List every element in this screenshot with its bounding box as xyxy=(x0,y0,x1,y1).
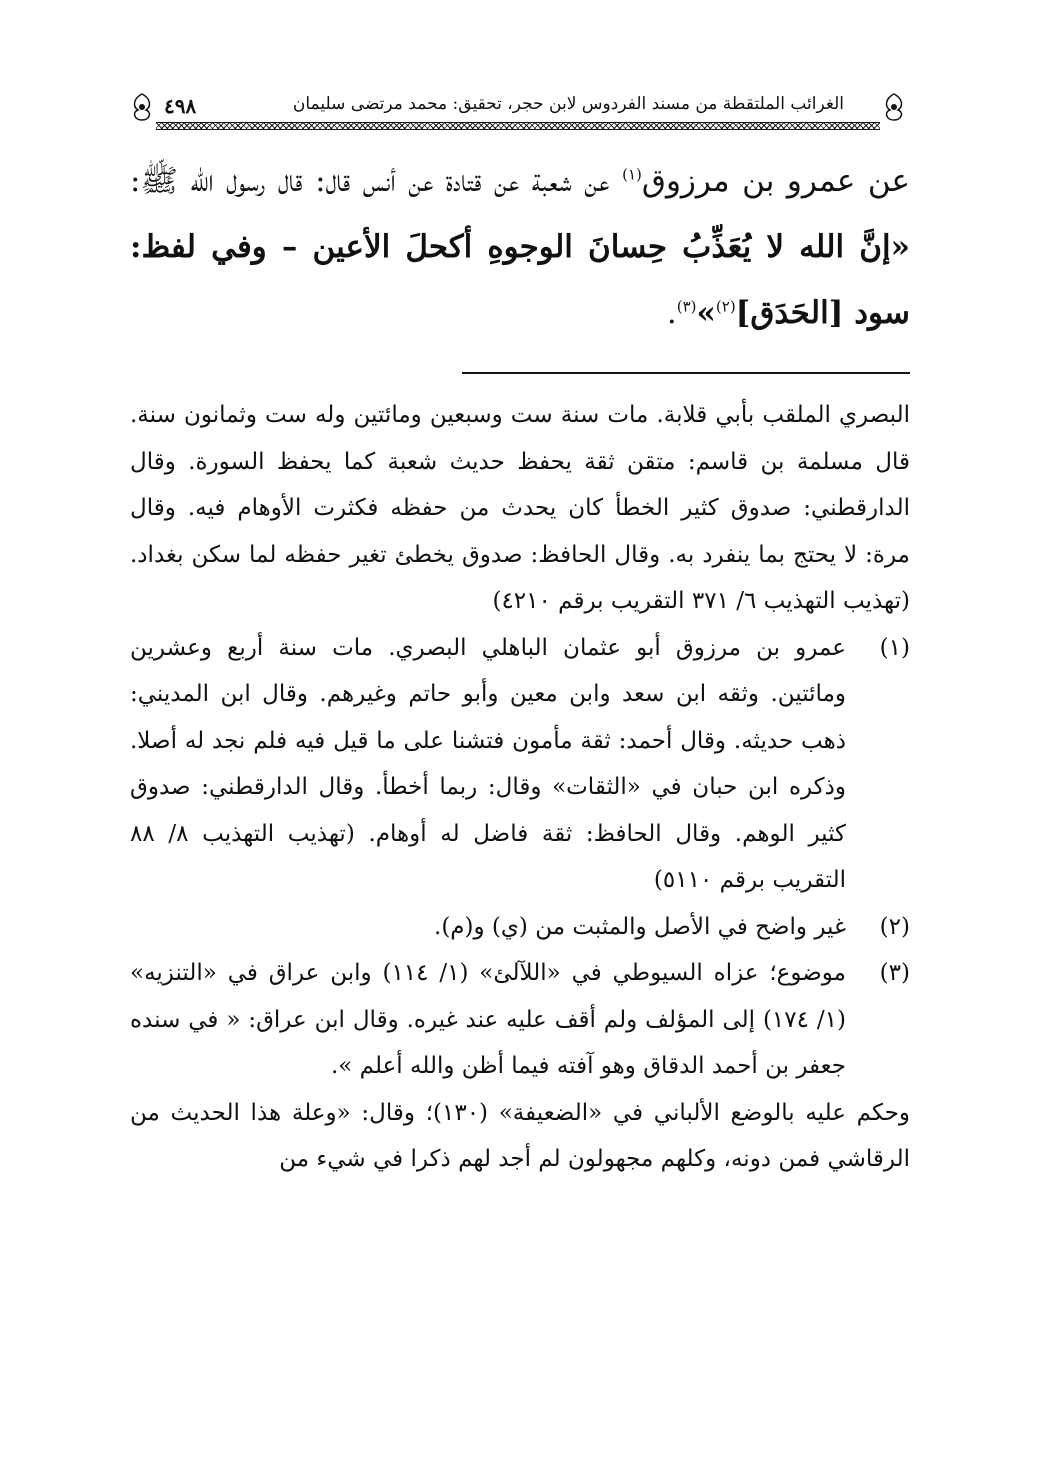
footnote-number: (٣) xyxy=(879,960,910,986)
footnote-text: عمرو بن مرزوق أبو عثمان الباهلي البصري. مات سنة أربع وعشرين ومائتين. وثقه ابن سعد وابن معين وأبو حاتم وغيرهم. وقال ابن المديني: ذهب حديثه. وقال أحمد: ثقة مأمون فتشنا على ما قيل فيه فلم نجد له أصلا. وذكره ابن حبان في «الثقات» وقال: ربما أخطأ. وقال الدارقطني: صدوق كثير الوهم. وقال الحافظ: ثقة فاضل له أوهام. (تهذيب التهذيب ٨/ ٨٨ التقريب برقم ٥١١٠) xyxy=(130,634,847,893)
isnad-text-continued: عن شعبة عن قتادة عن أنس قال: قال رسول الله ﷺ: xyxy=(130,163,623,199)
footnote-3 xyxy=(130,950,910,1090)
hadith-paragraph xyxy=(130,148,910,346)
running-title: الغرائب الملتقطة من مسند الفردوس لابن حجر، تحقيق: محمد مرتضى سليمان xyxy=(292,94,844,114)
footnote-separator xyxy=(462,372,910,374)
footnote-number: (٢) xyxy=(879,913,910,940)
footnote-3-continuation: وحكم عليه بالوضع الألباني في «الضعيفة» (١٣٠)؛ وقال: «وعلة هذا الحديث من الرقاشي فمن دونه، وكلهم مجهولون لم أجد لهم ذكرا في شيء من xyxy=(130,1099,910,1172)
footnote-marker[interactable]: (٢) xyxy=(715,297,736,316)
footnote-marker[interactable]: (٣) xyxy=(676,297,697,316)
flourish-ornament-icon xyxy=(128,92,156,122)
sentence-end: . xyxy=(666,295,677,331)
page-header xyxy=(128,92,908,132)
footnote-text: غير واضح في الأصل والمثبت من (ي) و(م). xyxy=(434,913,846,940)
isnad-text: عن عمرو بن مرزوق xyxy=(641,163,910,199)
header-border xyxy=(156,122,880,130)
footnote-text: موضوع؛ عزاه السيوطي في «اللآلئ» (١/ ١١٤) وابن عراق في «التنزيه» (١/ ١٧٤) إلى المؤلف ولم أقف عليه عند غيره. وقال ابن عراق: « في سنده جعفر بن أحمد الدقاق وهو آفته فيما أظن والله أعلم ». xyxy=(130,960,847,1079)
footnote-continuation: البصري الملقب بأبي قلابة. مات سنة ست وسبعين ومائتين وله ست وثمانون سنة. قال مسلمة بن قاسم: متقن ثقة يحفظ حديث شعبة كما يحفظ السورة. وقال الدارقطني: صدوق كثير الخطأ كان يحدث من حفظه فكثرت الأوهام فيه. وقال مرة: لا يحتج بما ينفرد به. وقال الحافظ: صدوق يخطئ تغير حفظه لما سكن بغداد. (تهذيب التهذيب ٦/ ٣٧١ التقريب برقم ٤٢١٠) xyxy=(130,402,910,614)
footnotes-section xyxy=(130,392,910,1183)
footnote-1 xyxy=(130,625,910,904)
main-text xyxy=(130,148,910,346)
footnote-marker[interactable]: (١) xyxy=(622,165,642,184)
footnote-2 xyxy=(130,904,910,951)
footnote-number: (١) xyxy=(879,634,910,661)
flourish-ornament-icon xyxy=(880,92,908,122)
hadith-matn: «إنَّ الله لا يُعَذِّبُ حِسانَ الوجوهِ أكحلَ الأعين – وفي لفظ: سود [الحَدَق] xyxy=(130,229,910,331)
page-number: ٤٩٨ xyxy=(164,94,197,118)
hadith-close-quote: » xyxy=(696,295,716,331)
